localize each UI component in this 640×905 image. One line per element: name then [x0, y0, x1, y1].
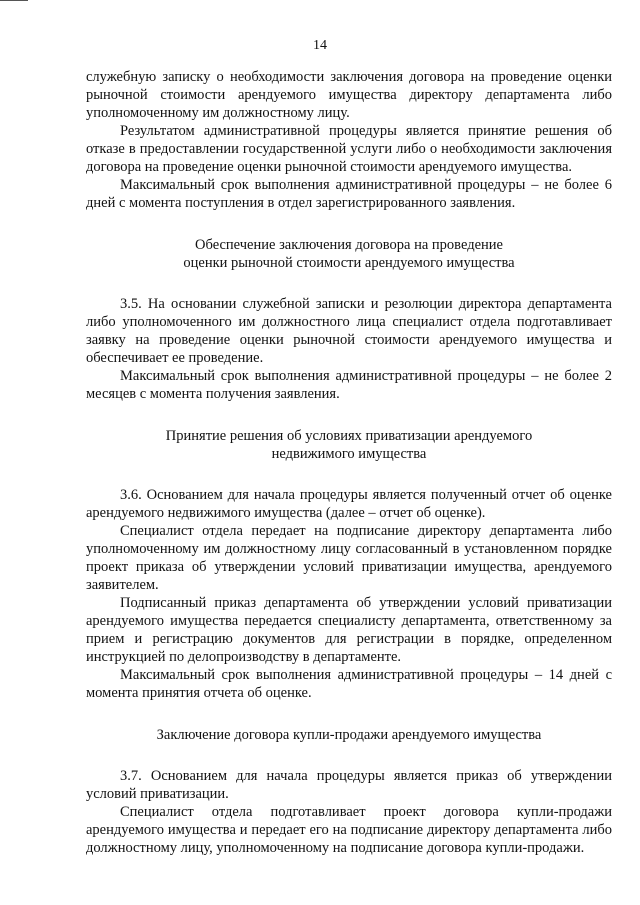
paragraph-procedure-result: Результатом административной процедуры является принятие решения об отказе в предоставлении государственной услуги либо о необходимости заключения договора на проведение оценки рыночной стоимости арендуемого имущества. — [86, 123, 612, 175]
paragraph-max-term-2-months: Максимальный срок выполнения административной процедуры – не более 2 месяцев с момента получения заявления. — [86, 368, 612, 402]
section-heading-line: недвижимого имущества — [271, 446, 427, 462]
paragraph-signed-order: Подписанный приказ департамента об утверждении условий приватизации арендуемого имущества передается специалисту департамента, ответственному за прием и регистрацию документов для регистрации в порядке, определенном инструкцией по делопроизводству в департаменте. — [86, 595, 612, 665]
paragraph-memo-continuation: служебную записку о необходимости заключения договора на проведение оценки рыночной стоимости арендуемого имущества директору департамента либо уполномоченному им должностному лицу. — [86, 69, 612, 121]
section-heading-sale-contract — [86, 726, 612, 744]
section-heading-valuation — [86, 236, 612, 272]
paragraph-max-term-14-days: Максимальный срок выполнения административной процедуры – 14 дней с момента принятия отчета об оценке. — [86, 667, 612, 701]
paragraph-order-draft: Специалист отдела передает на подписание директору департамента либо уполномоченному им должностному лицу согласованный в установленном порядке проект приказа об утверждении условий приватизации имущества, арендуемого заявителем. — [86, 523, 612, 593]
page-number: 14 — [313, 38, 327, 53]
paragraph-contract-draft: Специалист отдела подготавливает проект договора купли-продажи арендуемого имущества и передает его на подписание директору департамента либо должностному лицу, уполномоченному на подписание договора купли-продажи. — [86, 804, 612, 856]
paragraph-3-6: 3.6. Основанием для начала процедуры является полученный отчет об оценке арендуемого недвижимого имущества (далее – отчет об оценке). — [86, 487, 612, 521]
paragraph-3-7: 3.7. Основанием для начала процедуры является приказ об утверждении условий приватизации. — [86, 768, 612, 802]
document-body — [86, 68, 612, 857]
section-heading-line: Обеспечение заключения договора на проведение — [195, 237, 503, 253]
corner-scan-mark — [0, 0, 28, 1]
section-heading-line: Заключение договора купли-продажи арендуемого имущества — [156, 727, 542, 743]
paragraph-max-term-6-days: Максимальный срок выполнения административной процедуры – не более 6 дней с момента поступления в отдел зарегистрированного заявления. — [86, 177, 612, 211]
section-heading-privatization-terms — [86, 427, 612, 463]
section-heading-line: Принятие решения об условиях приватизации арендуемого — [165, 428, 533, 444]
section-heading-line: оценки рыночной стоимости арендуемого имущества — [183, 255, 515, 271]
paragraph-3-5: 3.5. На основании служебной записки и резолюции директора департамента либо уполномоченного им должностного лица специалист отдела подготавливает заявку на проведение оценки рыночной стоимости арендуемого имущества и обеспечивает ее проведение. — [86, 296, 612, 366]
